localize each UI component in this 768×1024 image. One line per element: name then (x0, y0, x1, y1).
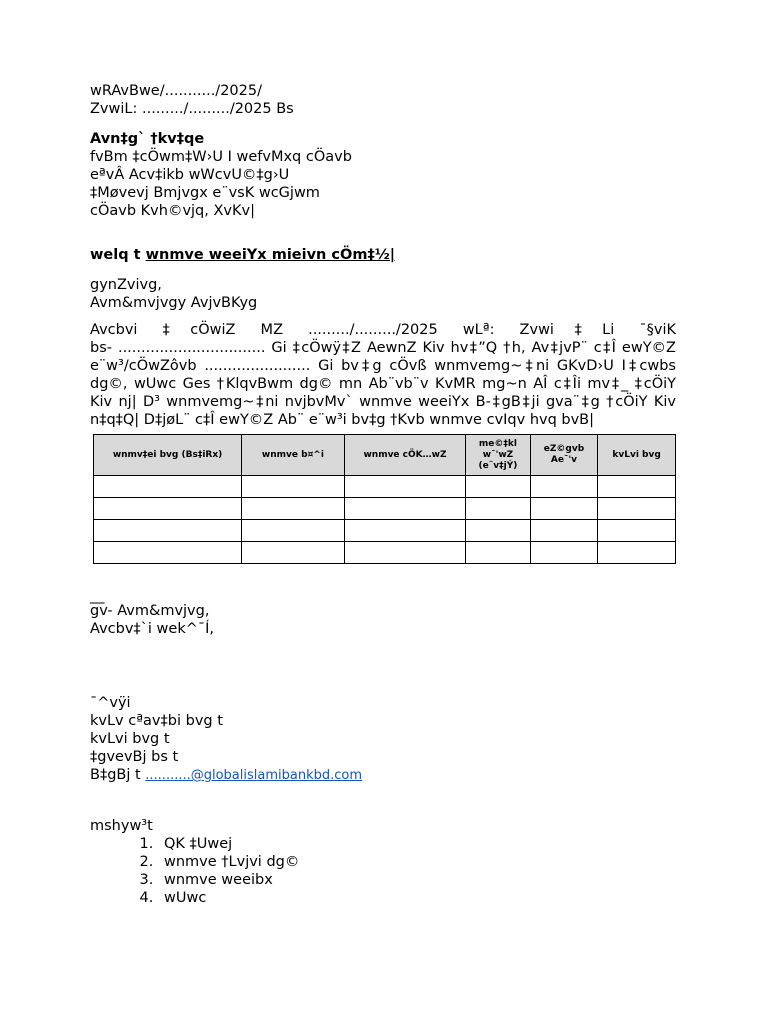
signature-line: kvLvi bvg t (90, 731, 170, 747)
table-cell (242, 476, 345, 498)
table-cell (598, 476, 676, 498)
table-cell (344, 520, 465, 542)
signature-line: ‡gvevBj bs t (90, 749, 179, 765)
closing-line: Avcbv‡`i wek^¯Í, (90, 621, 215, 637)
accounts-table (93, 434, 676, 564)
table-header: wnmve b¤^i (242, 435, 345, 476)
table-cell (598, 498, 676, 520)
subject-line (90, 246, 676, 264)
recipient-line: eªvÂ Acv‡ikb wWcvU©‡g›U (90, 167, 290, 183)
body-line: Avcbvi ‡cÖwiZ MZ ........./........./2025 wLª: Zvwi‡Li ¯§viK (90, 322, 676, 338)
attachments-list (90, 835, 676, 907)
table-header: me©‡kl w¯'wZ (e¨v‡jÝ) (466, 435, 531, 476)
table-cell (344, 476, 465, 498)
body-line: bs- ................................ Gi ‡cÖwÿ‡Z AewnZ Kiv hv‡”Q †h, Av‡jvP¨ c‡Î ewY©Z (90, 340, 676, 356)
table-cell (94, 476, 242, 498)
table-cell (598, 520, 676, 542)
reference-line: wRAvBwe/.........../2025/ (90, 83, 262, 99)
subject-text: wnmve weeiYx mieivn cÖm‡½| (145, 247, 395, 263)
table-cell (242, 498, 345, 520)
list-item: 4. wUwc (158, 889, 676, 907)
table-row (94, 542, 676, 564)
table-cell (466, 520, 531, 542)
email-link[interactable]: ...........@globalislamibankbd.com (145, 768, 363, 783)
table-row (94, 520, 676, 542)
table-cell (466, 542, 531, 564)
attachments-label: mshyw³t (90, 818, 153, 834)
table-cell (530, 520, 597, 542)
table-header-row (94, 435, 676, 476)
body-line: dg©, wUwc Ges †KlqvBwm dg© mn Ab¨vb¨v KvMR mg~n AÎ c‡Îi mv‡_ ‡cÖiY (90, 376, 676, 392)
table-cell (530, 498, 597, 520)
table-cell (94, 498, 242, 520)
body-line: e¨w³/cÖwZôvb ....................... Gi bv‡g cÖvß wnmvemg~‡ni GKvD›U I‡cwbs (90, 358, 676, 374)
list-item: 2. wnmve †Lvjvi dg© (158, 853, 676, 871)
table-cell (530, 542, 597, 564)
recipient-line: fvBm ‡cÖwm‡W›U I wefvMxq cÖavb (90, 149, 352, 165)
subject-label: welq t (90, 247, 146, 263)
recipient-line: ‡Møvevj Bmjvgx e¨vsK wcGjwm (90, 185, 320, 201)
table-cell (466, 498, 531, 520)
table-cell (530, 476, 597, 498)
list-item: 3. wnmve weeibx (158, 871, 676, 889)
table-cell (598, 542, 676, 564)
signature-label: ¯^vÿi (90, 695, 131, 711)
email-line (90, 766, 676, 785)
table-cell (94, 520, 242, 542)
email-label: B‡gBj t (90, 767, 146, 783)
table-row (94, 498, 676, 520)
table-header: kvLvi bvg (598, 435, 676, 476)
table-cell (344, 498, 465, 520)
closing-dash: __ (90, 588, 105, 604)
salutation-line: Avm&mvjvgy AvjvBKyg (90, 295, 258, 311)
table-row (94, 476, 676, 498)
closing-line: gv- Avm&mvjvg, (90, 603, 210, 619)
list-item: 1. QK ‡Uwej (158, 835, 676, 853)
table-cell (242, 520, 345, 542)
signature-line: kvLv cªav‡bi bvg t (90, 713, 223, 729)
table-cell (344, 542, 465, 564)
recipient-line: cÖavb Kvh©vjq, XvKv| (90, 203, 255, 219)
table-cell (466, 476, 531, 498)
salutation-line: gynZvivg, (90, 277, 162, 293)
table-cell (94, 542, 242, 564)
table-cell (242, 542, 345, 564)
recipient-title: Avn‡g` †kv‡qe (90, 131, 205, 147)
body-line: n‡q‡Q| D‡jøL¨ c‡Î ewY©Z Ab¨ e¨w³i bv‡g †Kvb wnmve cvIqv hvq bvB| (90, 412, 595, 428)
table-header: wnmv‡ei bvg (Bs‡iRx) (94, 435, 242, 476)
body-line: Kiv nj| D³ wnmvemg~‡ni nvjbvMv` wnmve weeiYx B-‡gB‡ji gva¨‡g †cÖiY Kiv (90, 394, 676, 410)
table-header: eZ©gvb Ae¯'v (530, 435, 597, 476)
table-header: wnmve cÖK…wZ (344, 435, 465, 476)
letter-document (90, 82, 676, 907)
date-line: ZvwiL: ........./........./2025 Bs (90, 101, 294, 117)
